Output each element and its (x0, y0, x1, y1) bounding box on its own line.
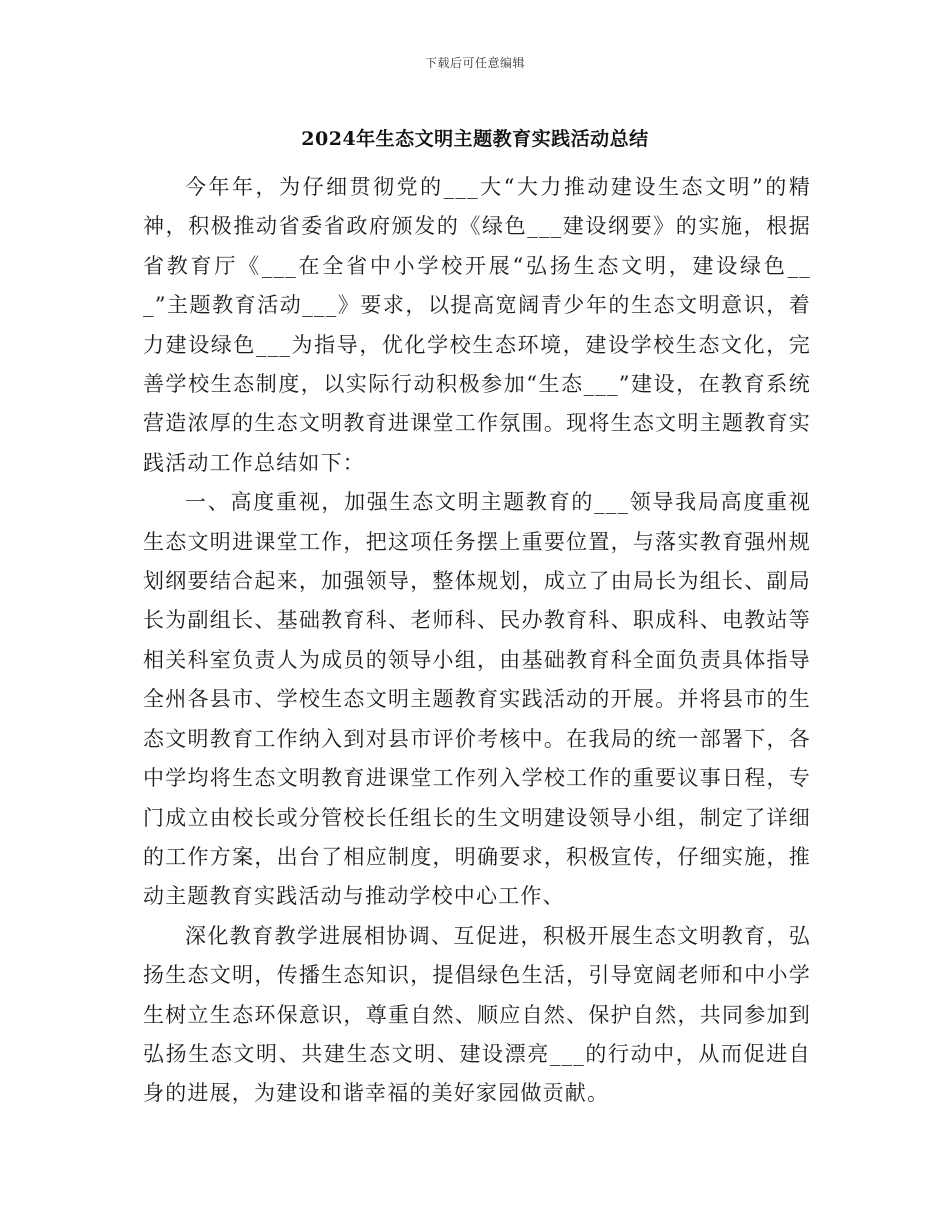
paragraph-continuation: 深化教育教学进展相协调、互促进，积极开展生态文明教育，弘扬生态文明，传播生态知识，提倡绿色生活，引导宽阔老师和中小学生树立生态环保意识，尊重自然、顺应自然、保护自然，共同参加到弘扬生态文明、共建生态文明、建设漂亮___的行动中，从而促进自身的进展，为建设和谐幸福的美好家园做贡献。 (143, 923, 811, 1106)
paragraph-intro: 今年年，为仔细贯彻党的___大“大力推动建设生态文明”的精神，积极推动省委省政府颁发的《绿色___建设纲要》的实施，根据省教育厅《___在全省中小学校开展“弘扬生态文明，建设绿色___”主题教育活动___》要求，以提高宽阔青少年的生态文明意识，着力建设绿色___为指导，优化学校生态环境，建设学校生态文化，完善学校生态制度，以实际行动积极参加“生态___”建设，在教育系统营造浓厚的生态文明教育进课堂工作氛围。现将生态文明主题教育实践活动工作总结如下： (143, 175, 811, 475)
header-note: 下载后可任意编辑 (424, 56, 525, 70)
document-title: 2024年生态文明主题教育实践活动总结 (301, 128, 649, 150)
document-body (143, 168, 811, 1114)
paragraph-section-one: 一、高度重视，加强生态文明主题教育的___领导我局高度重视生态文明进课堂工作，把这项任务摆上重要位置，与落实教育强州规划纲要结合起来，加强领导，整体规划，成立了由局长为组长、副局长为副组长、基础教育科、老师科、民办教育科、职成科、电教站等相关科室负责人为成员的领导小组，由基础教育科全面负责具体指导全州各县市、学校生态文明主题教育实践活动的开展。并将县市的生态文明教育工作纳入到对县市评价考核中。在我局的统一部署下，各中学均将生态文明教育进课堂工作列入学校工作的重要议事日程，专门成立由校长或分管校长任组长的生文明建设领导小组，制定了详细的工作方案，出台了相应制度，明确要求，积极宣传，仔细实施，推动主题教育实践活动与推动学校中心工作、 (143, 490, 811, 909)
